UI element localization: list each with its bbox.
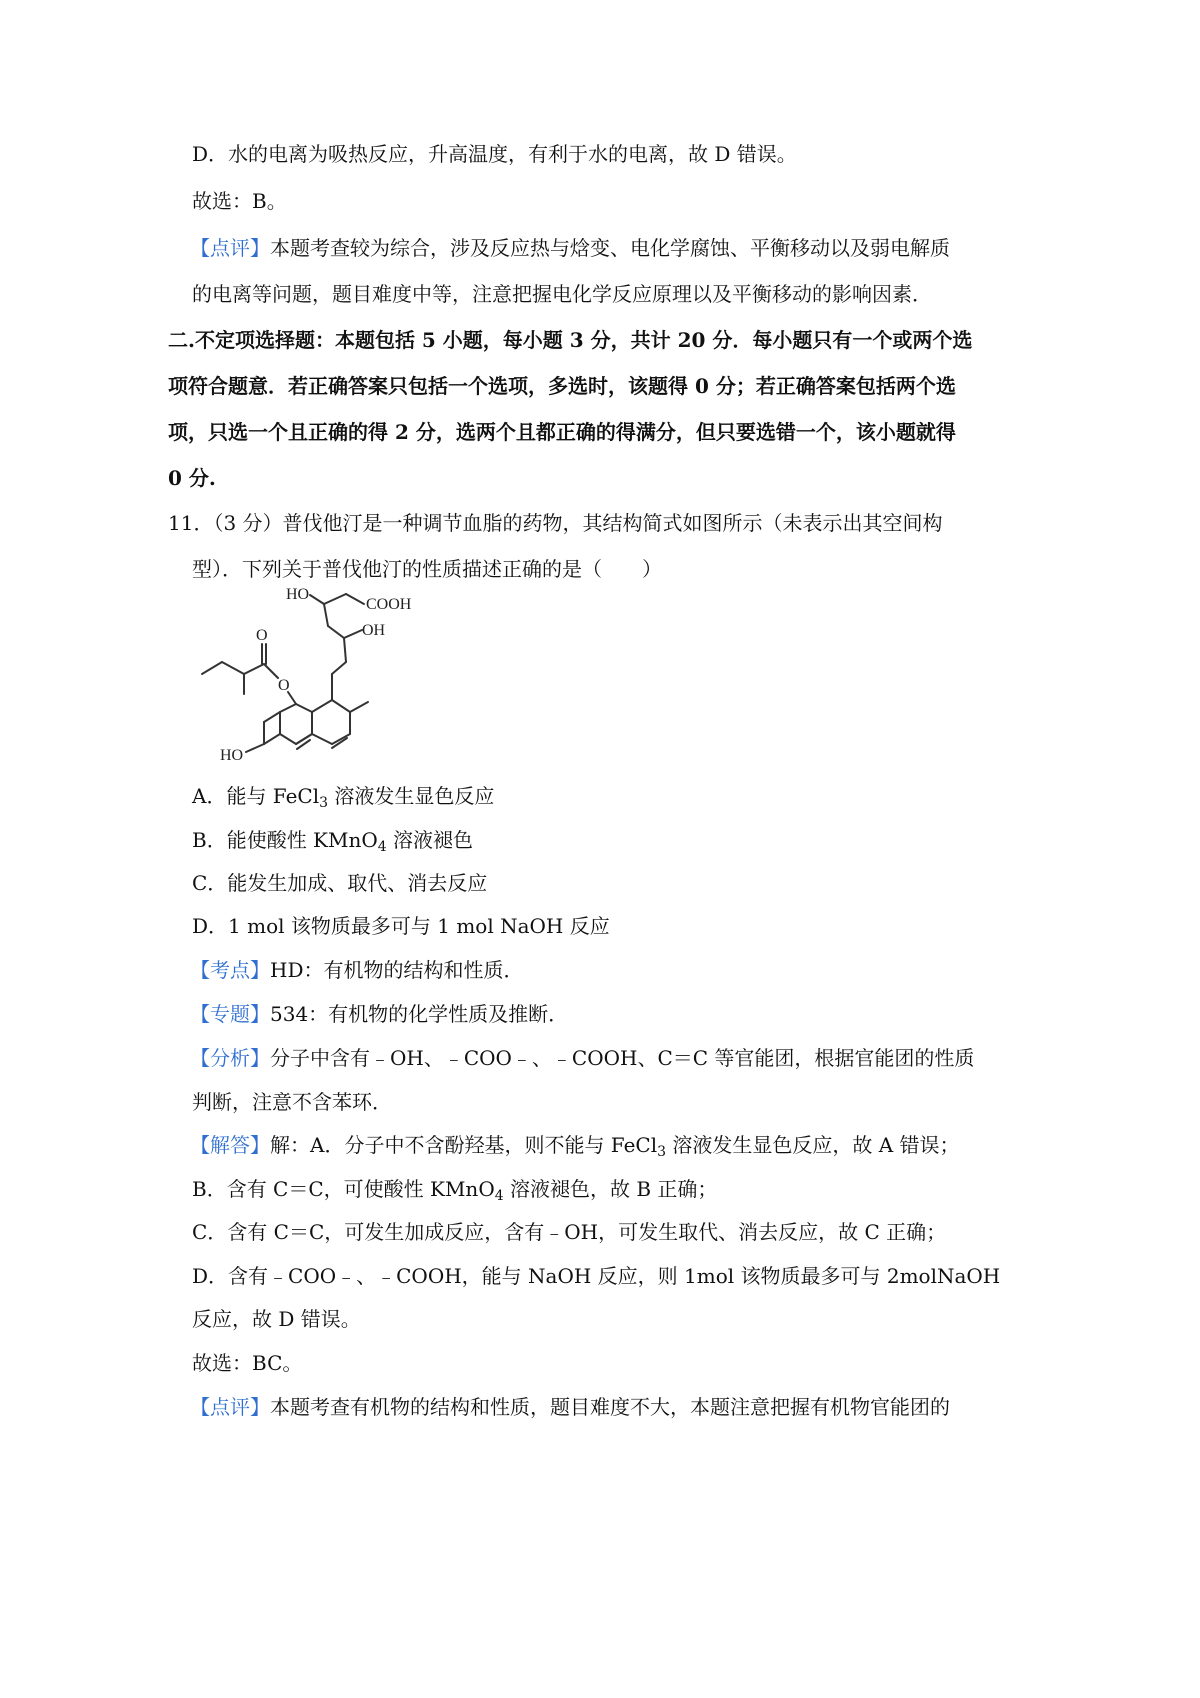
section-two-heading: 二.不定项选择题：本题包括 5 小题，每小题 3 分，共计 20 分．每小题只有一个或两个选 [168,328,973,352]
kaodian-text: HD：有机物的结构和性质． [270,958,524,982]
zhuanti-text: 534：有机物的化学性质及推断． [270,1002,569,1026]
option-b-subscript: 4 [377,839,387,855]
option-b [192,826,473,854]
prev-answer: 故选：B。 [192,189,287,213]
option-a [192,782,494,810]
jieda-b-text: B．含有 C＝C，可使酸性 KMnO [192,1177,495,1201]
label-o-carbonyl: O [256,627,268,644]
label-o-ester: O [278,677,290,694]
zhuanti [190,1000,568,1028]
zhuanti-tag: 【专题】 [190,1002,270,1026]
jieda-a-suffix: 溶液发生显色反应，故 A 错误； [666,1133,960,1157]
bond [328,626,344,638]
bond [346,594,364,604]
option-c: C．能发生加成、取代、消去反应 [192,871,488,895]
jieda-b-suffix: 溶液褪色，故 B 正确； [503,1177,718,1201]
jieda [190,1131,960,1159]
bond [312,700,332,712]
bond [332,700,350,712]
bond [264,734,280,744]
jieda-b [192,1175,717,1203]
jieda-tag: 【解答】 [190,1133,270,1157]
option-b-text: B．能使酸性 KMnO [192,828,378,852]
label-oh-mid: OH [362,622,386,639]
bond [264,664,278,678]
prev-comment-line2: 的电离等问题，题目难度中等，注意把握电化学反应原理以及平衡移动的影响因素． [192,282,932,306]
option-a-subscript: 3 [319,795,329,811]
bond [246,744,264,752]
jieda-b-subscript: 4 [494,1188,504,1204]
bond [264,712,280,722]
jieda-a-subscript: 3 [657,1144,667,1160]
bond [344,630,362,638]
kaodian-tag: 【考点】 [190,958,270,982]
fenxi [190,1044,974,1072]
jieda-c: C．含有 C＝C，可发生加成反应，含有﹣OH，可发生取代、消去反应，故 C 正确； [192,1220,947,1244]
bond-methyl [350,702,368,712]
dianping-text: 本题考查有机物的结构和性质，题目难度不大，本题注意把握有机物官能团的 [270,1395,950,1419]
fenxi-line2: 判断，注意不含苯环． [192,1090,392,1114]
option-a-suffix: 溶液发生显色反应 [328,784,495,808]
jieda-d: D．含有﹣COO﹣、﹣COOH，能与 NaOH 反应，则 1mol 该物质最多可与 2molNaOH [192,1264,1001,1288]
bond [332,662,346,674]
section-two-line3: 项，只选一个且正确的得 2 分，选两个且都正确的得满分，但只要选错一个，该小题就得 [168,420,956,444]
option-a-text: A．能与 FeCl [192,784,320,808]
section-two-line2: 项符合题意．若正确答案只包括一个选项，多选时，该题得 0 分；若正确答案包括两个选 [168,374,956,398]
bond [296,734,312,744]
comment-tag: 【点评】 [190,236,270,260]
label-cooh: COOH [366,596,412,613]
bond [288,692,296,704]
bond [202,662,222,674]
prev-option-d-analysis: D．水的电离为吸热反应，升高温度，有利于水的电离，故 D 错误。 [192,142,797,166]
jieda-d-line2: 反应，故 D 错误。 [192,1307,361,1331]
label-ho-bottom: HO [220,747,244,764]
dianping-tag: 【点评】 [190,1395,270,1419]
bond [344,638,346,662]
bond [222,662,244,674]
fenxi-text: 分子中含有﹣OH、﹣COO﹣、﹣COOH、C＝C 等官能团，根据官能团的性质 [270,1046,975,1070]
bond [244,664,264,674]
pravastatin-structure-diagram [200,578,460,778]
jieda-a-text: 解：A．分子中不含酚羟基，则不能与 FeCl [270,1133,658,1157]
kaodian [190,956,523,984]
option-d: D．1 mol 该物质最多可与 1 mol NaOH 反应 [192,914,610,938]
fenxi-tag: 【分析】 [190,1046,270,1070]
label-ho-top: HO [286,586,310,603]
bond [312,734,332,744]
bond [280,704,296,712]
question11-stem: 11．（3 分）普伐他汀是一种调节血脂的药物，其结构简式如图所示（未表示出其空间构 [168,511,943,535]
dianping [190,1393,950,1421]
bond [310,595,324,604]
bond [324,604,328,626]
question11-answer: 故选：BC。 [192,1351,303,1375]
bond [324,594,346,604]
prev-comment [190,234,950,262]
section-two-line4: 0 分. [168,466,216,490]
comment-text-line1: 本题考查较为综合，涉及反应热与焓变、电化学腐蚀、平衡移动以及弱电解质 [270,236,950,260]
question11-stem-line2: 型）．下列关于普伐他汀的性质描述正确的是（ ） [192,557,662,581]
option-b-suffix: 溶液褪色 [386,828,474,852]
